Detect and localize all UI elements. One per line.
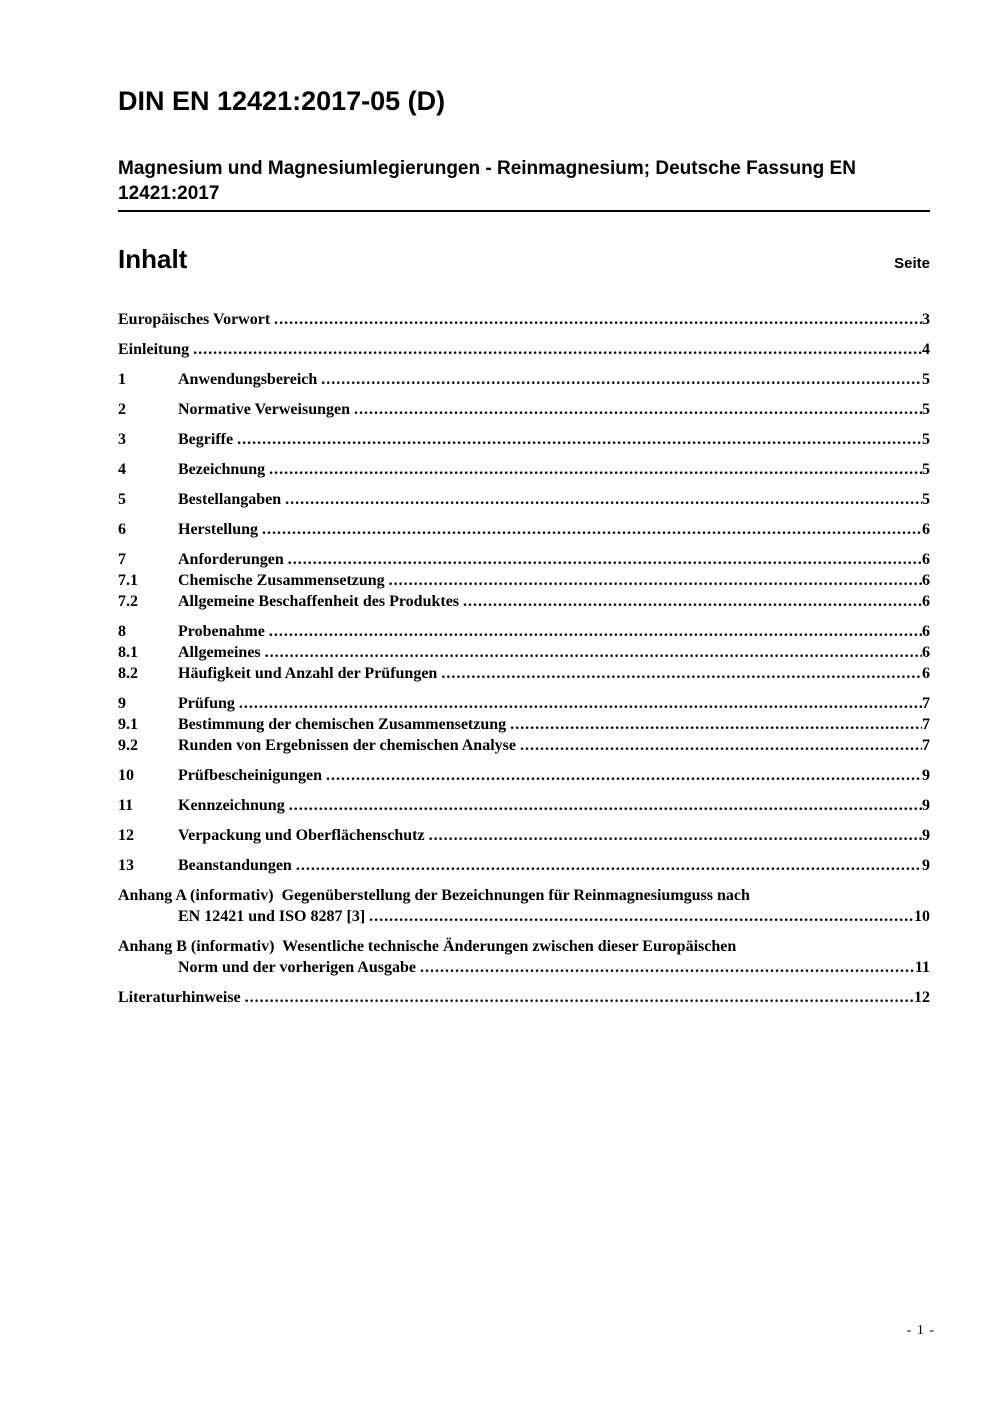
dot-leader [274, 309, 922, 330]
dot-leader [369, 906, 914, 927]
page-content [0, 86, 992, 1008]
toc-entry[interactable] [118, 735, 930, 756]
toc-group [118, 765, 930, 786]
toc-entry-title: Anhang B (informativ) Wesentliche technische Änderungen zwischen dieser Europäischen [118, 938, 737, 955]
toc-entry-continuation [178, 906, 930, 927]
toc-group [118, 885, 930, 927]
toc-entry-title: Kennzeichnung [178, 797, 285, 814]
toc-entry[interactable] [118, 987, 930, 1008]
toc-group [118, 489, 930, 510]
dot-leader [245, 987, 914, 1008]
toc-entry-title: Runden von Ergebnissen der chemischen Analyse [178, 737, 516, 754]
toc-entry[interactable] [118, 693, 930, 714]
toc-group [118, 459, 930, 480]
toc-entry-title: Probenahme [178, 623, 265, 640]
toc-entry-title: Europäisches Vorwort [118, 311, 271, 328]
dot-leader [389, 570, 922, 591]
toc-entry-title: Bestimmung der chemischen Zusammensetzung [178, 716, 507, 733]
title-divider [118, 210, 930, 212]
toc-entry[interactable] [118, 885, 930, 927]
toc-entry-page: 10 [914, 908, 930, 925]
toc-entry-title: Normative Verweisungen [178, 401, 350, 418]
dot-leader [289, 795, 922, 816]
toc-entry-title: Häufigkeit und Anzahl der Prüfungen [178, 665, 438, 682]
toc-entry[interactable] [118, 369, 930, 390]
toc-group [118, 855, 930, 876]
dot-leader [262, 519, 922, 540]
toc-entry-number: 7.1 [118, 572, 138, 589]
toc-entry-title: Anforderungen [178, 551, 284, 568]
toc-entry-title: Einleitung [118, 341, 190, 358]
toc-entry[interactable] [118, 429, 930, 450]
toc-entry-title: Verpackung und Oberflächenschutz [178, 827, 425, 844]
toc-entry-number: 1 [118, 371, 126, 388]
toc-group [118, 936, 930, 978]
page-number-footer: - 1 - [906, 1323, 935, 1338]
toc-entry-page: 5 [922, 401, 930, 418]
toc-entry-page: 6 [922, 593, 930, 610]
toc-entry-title: Anwendungsbereich [178, 371, 318, 388]
document-title: Magnesium und Magnesiumlegierungen - Reinmagnesium; Deutsche Fassung EN 12421:2017 [118, 158, 856, 204]
toc-heading: Inhalt [118, 244, 188, 274]
toc-entry-number: 8.2 [118, 665, 138, 682]
toc-entry-page: 9 [922, 797, 930, 814]
toc-group [118, 399, 930, 420]
toc-entry[interactable] [118, 621, 930, 642]
toc-entry[interactable] [118, 519, 930, 540]
dot-leader [429, 825, 922, 846]
dot-leader [321, 369, 922, 390]
toc-entry[interactable] [118, 795, 930, 816]
toc-entry-title: Bestellangaben [178, 491, 282, 508]
toc-group [118, 987, 930, 1008]
toc-entry[interactable] [118, 489, 930, 510]
toc-entry-number: 7.2 [118, 593, 138, 610]
toc-entry-title: Beanstandungen [178, 857, 292, 874]
toc-group [118, 339, 930, 360]
toc-entry-number: 2 [118, 401, 126, 418]
toc-entry-number: 13 [118, 857, 134, 874]
toc-entry-page: 11 [914, 959, 930, 976]
toc-entry-page: 5 [922, 431, 930, 448]
dot-leader [441, 663, 922, 684]
toc-entry-title: Allgemeines [178, 644, 261, 661]
toc-entry[interactable] [118, 570, 930, 591]
toc-header [118, 244, 930, 279]
dot-leader [326, 765, 922, 786]
toc-entry[interactable] [118, 399, 930, 420]
document-number-heading: DIN EN 12421:2017-05 (D) [118, 86, 446, 116]
toc-entry[interactable] [118, 459, 930, 480]
toc-entry-title: Herstellung [178, 521, 258, 538]
toc-entry-number: 6 [118, 521, 126, 538]
toc-entry-number: 5 [118, 491, 126, 508]
toc-list [118, 309, 930, 1008]
toc-entry-number: 9.2 [118, 737, 138, 754]
toc-entry-number: 7 [118, 551, 126, 568]
dot-leader [296, 855, 922, 876]
toc-group [118, 693, 930, 756]
dot-leader [420, 957, 915, 978]
dot-leader [193, 339, 922, 360]
toc-entry-number: 12 [118, 827, 134, 844]
toc-group [118, 309, 930, 330]
toc-entry[interactable] [118, 765, 930, 786]
toc-entry-title: Bezeichnung [178, 461, 266, 478]
toc-entry-title-continued: EN 12421 und ISO 8287 [3] [178, 908, 366, 925]
toc-entry-page: 7 [922, 695, 930, 712]
toc-group [118, 519, 930, 540]
toc-entry-page: 6 [922, 644, 930, 661]
toc-entry-number: 11 [118, 797, 134, 814]
toc-entry-page: 9 [922, 857, 930, 874]
toc-entry-page: 5 [922, 371, 930, 388]
dot-leader [237, 429, 922, 450]
toc-entry-page: 6 [922, 665, 930, 682]
dot-leader [288, 549, 922, 570]
toc-group [118, 825, 930, 846]
toc-entry-number: 9.1 [118, 716, 138, 733]
toc-entry-page: 9 [922, 827, 930, 844]
toc-entry-page: 7 [922, 737, 930, 754]
toc-entry-title-continued: Norm und der vorherigen Ausgabe [178, 959, 416, 976]
toc-entry-title: Anhang A (informativ) Gegenüberstellung der Bezeichnungen für Reinmagnesiumguss nach [118, 887, 750, 904]
toc-entry[interactable] [118, 663, 930, 684]
toc-entry-number: 3 [118, 431, 126, 448]
toc-entry[interactable] [118, 309, 930, 330]
toc-entry-number: 10 [118, 767, 134, 784]
toc-entry-title: Prüfbescheinigungen [178, 767, 323, 784]
toc-entry-page: 5 [922, 461, 930, 478]
dot-leader [239, 693, 922, 714]
toc-entry[interactable] [118, 825, 930, 846]
toc-entry-number: 8.1 [118, 644, 138, 661]
toc-group [118, 795, 930, 816]
toc-entry-page: 9 [922, 767, 930, 784]
toc-entry-title: Begriffe [178, 431, 234, 448]
toc-entry-page: 12 [914, 989, 930, 1006]
dot-leader [463, 591, 922, 612]
toc-entry[interactable] [118, 642, 930, 663]
toc-entry-title: Allgemeine Beschaffenheit des Produktes [178, 593, 460, 610]
toc-entry[interactable] [118, 591, 930, 612]
toc-entry[interactable] [118, 714, 930, 735]
toc-entry-page: 4 [922, 341, 930, 358]
dot-leader [285, 489, 922, 510]
toc-entry-title: Chemische Zusammensetzung [178, 572, 385, 589]
dot-leader [269, 459, 922, 480]
dot-leader [520, 735, 922, 756]
toc-entry-title: Prüfung [178, 695, 235, 712]
toc-group [118, 369, 930, 390]
toc-group [118, 429, 930, 450]
toc-entry-page: 6 [922, 623, 930, 640]
toc-entry[interactable] [118, 339, 930, 360]
dot-leader [269, 621, 922, 642]
toc-entry-page: 6 [922, 572, 930, 589]
toc-entry-page: 6 [922, 551, 930, 568]
toc-entry-number: 8 [118, 623, 126, 640]
toc-entry-page: 5 [922, 491, 930, 508]
toc-group [118, 621, 930, 684]
toc-entry-page: 3 [922, 311, 930, 328]
page-column-label: Seite [894, 255, 930, 272]
toc-entry[interactable] [118, 936, 930, 978]
toc-entry-number: 9 [118, 695, 126, 712]
dot-leader [354, 399, 922, 420]
toc-entry-page: 6 [922, 521, 930, 538]
toc-entry-title: Literaturhinweise [118, 989, 241, 1006]
toc-group [118, 549, 930, 612]
toc-entry-number: 4 [118, 461, 126, 478]
toc-entry[interactable] [118, 855, 930, 876]
toc-entry-page: 7 [922, 716, 930, 733]
toc-entry-continuation [178, 957, 930, 978]
toc-entry[interactable] [118, 549, 930, 570]
dot-leader [265, 642, 922, 663]
dot-leader [510, 714, 922, 735]
